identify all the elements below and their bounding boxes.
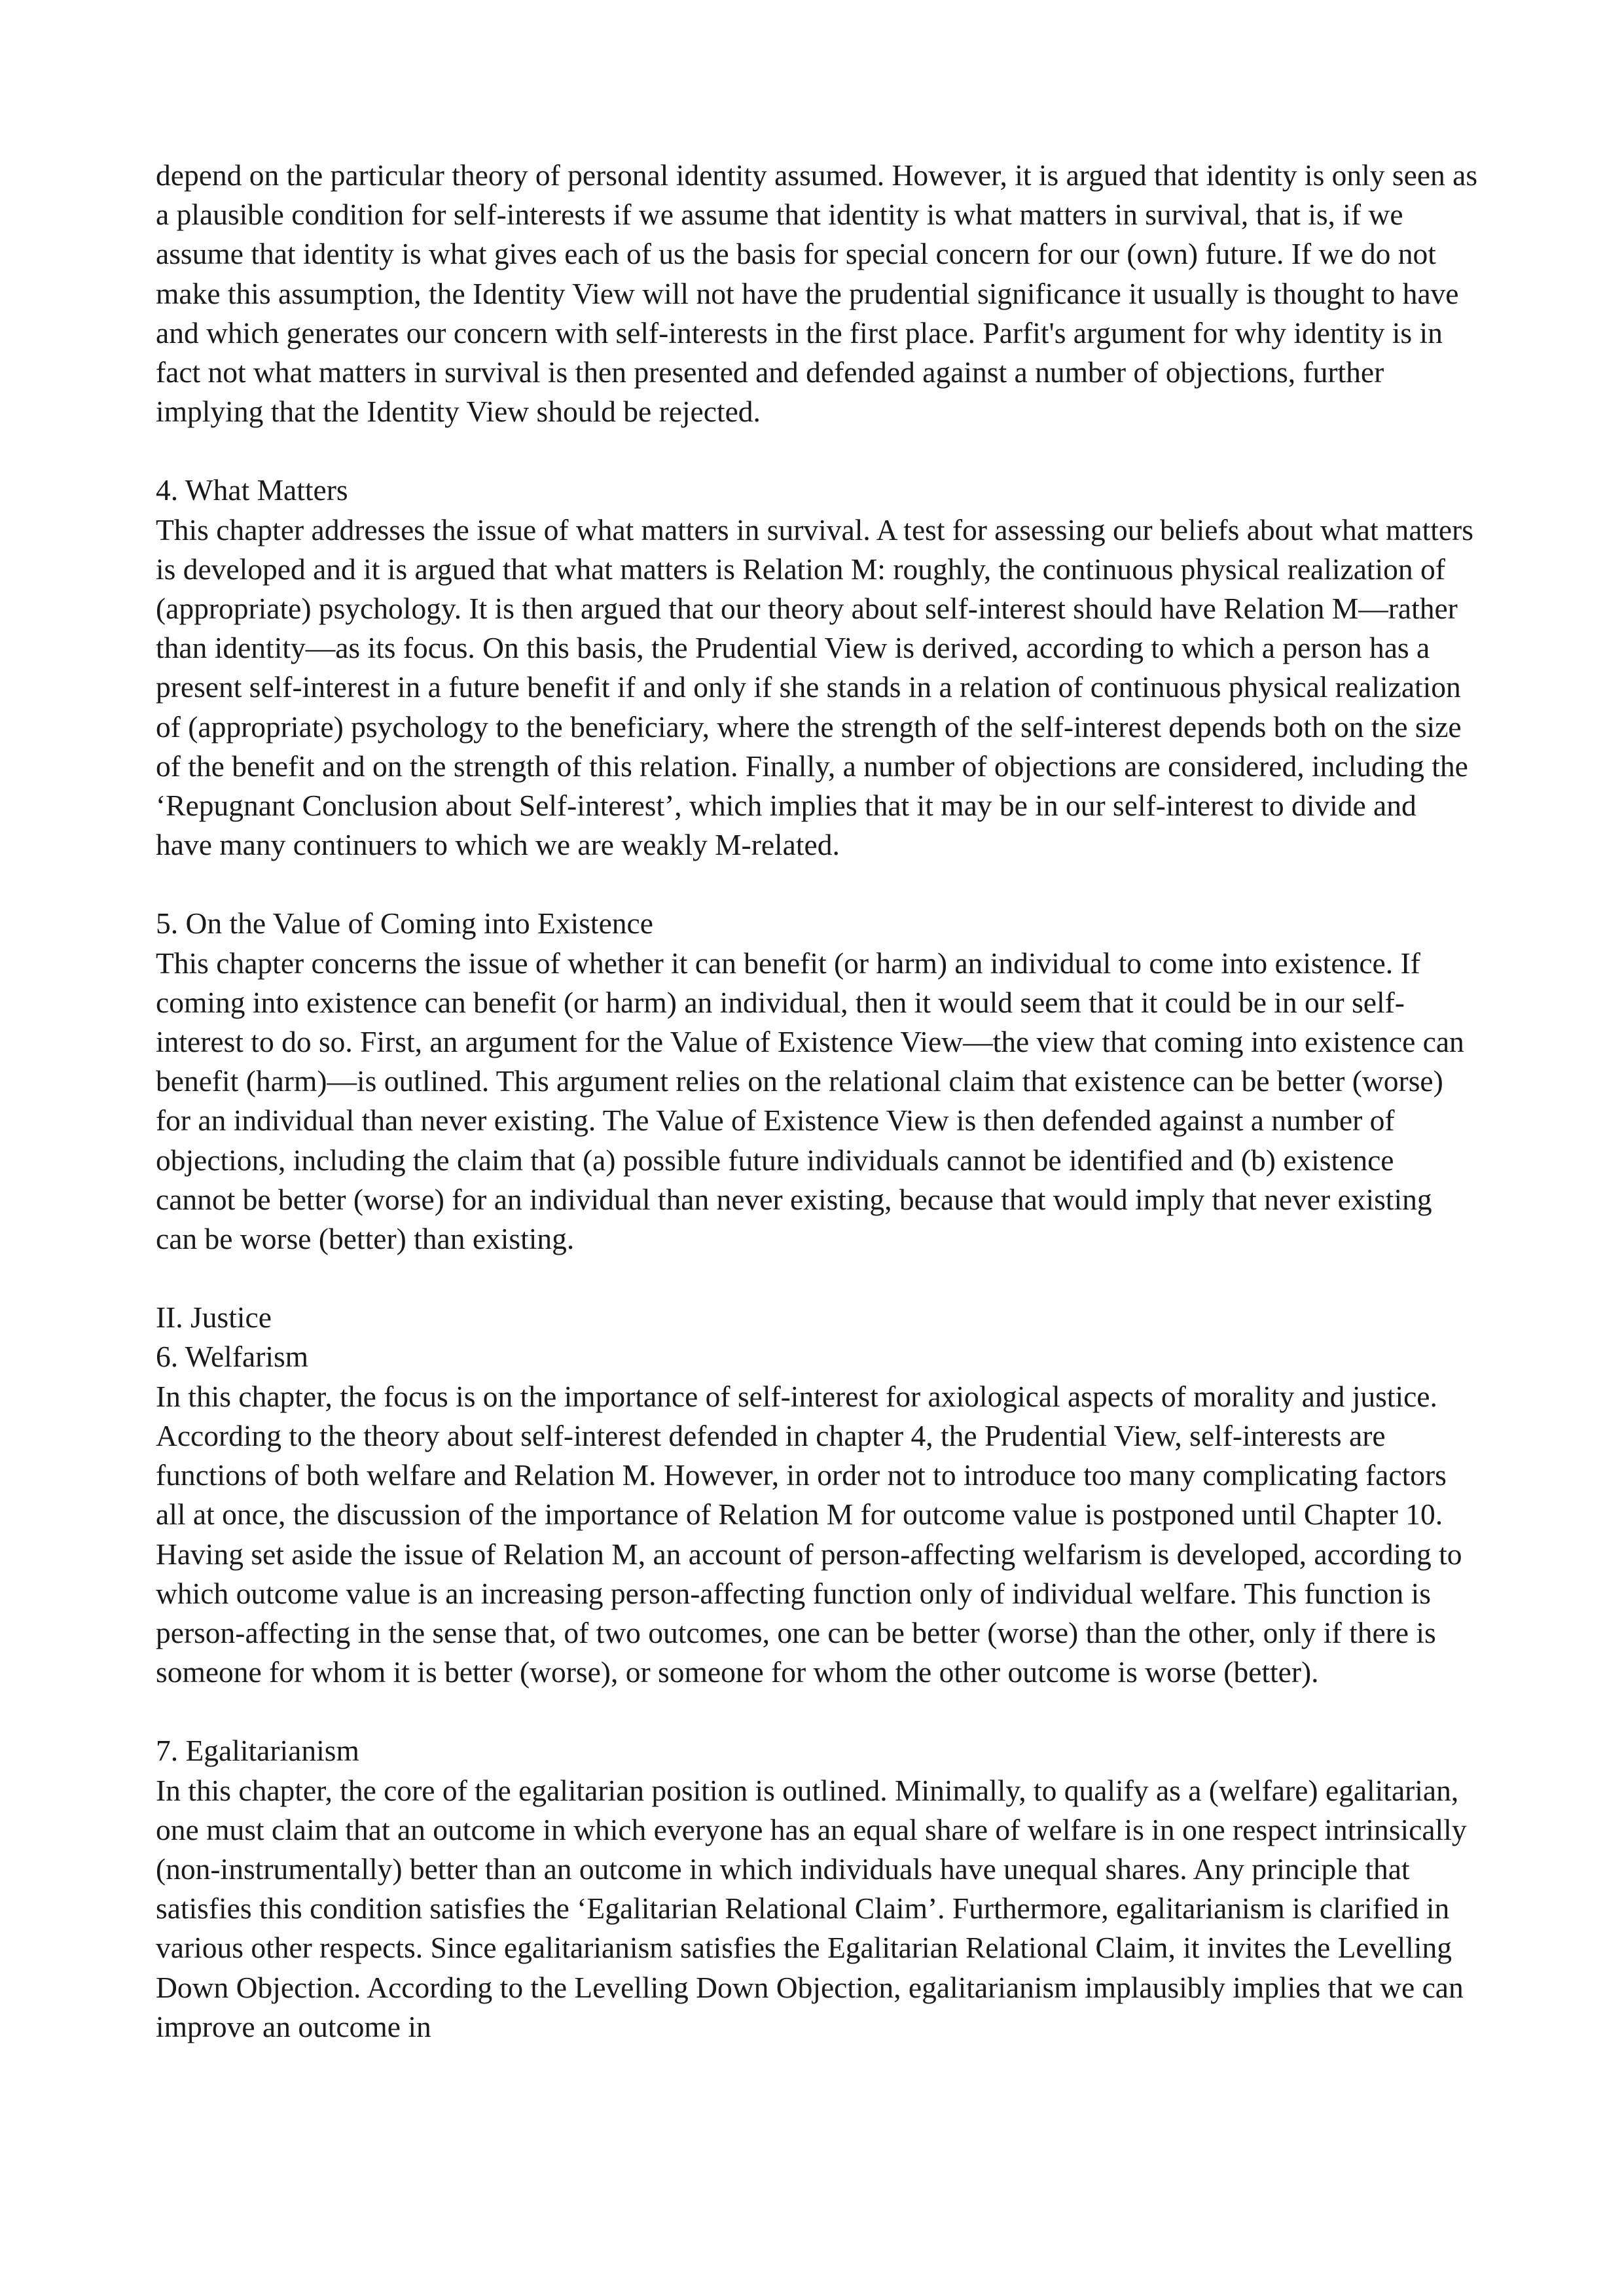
section-what-matters — [156, 471, 1478, 865]
section-egalitarianism — [156, 1731, 1478, 2047]
section-value-of-coming-into-existence — [156, 904, 1478, 1259]
section-paragraph: In this chapter, the core of the egalitarian position is outlined. Minimally, to qualify as a (welfare) egalitarian, one must claim that an outcome in which everyone has an equal share of welfare is in one respect intrinsically (non-instrumentally) better than an outcome in which individuals have unequal shares. Any principle that satisfies this condition satisfies the ‘Egalitarian Relational Claim’. Furthermore, egalitarianism is clarified in various other respects. Since egalitarianism satisfies the Egalitarian Relational Claim, it invites the Levelling Down Objection. According to the Levelling Down Objection, egalitarianism implausibly implies that we can improve an outcome in — [156, 1773, 1467, 2043]
section-heading: 6. Welfarism — [156, 1340, 309, 1374]
intro-section — [156, 156, 1478, 431]
section-paragraph: This chapter addresses the issue of what matters in survival. A test for assessing our beliefs about what matters is developed and it is argued that what matters is Relation M: roughly, the continuous physical realization of (appropriate) psychology. It is then argued that our theory about self-interest should have Relation M—rather than identity—as its focus. On this basis, the Prudential View is derived, according to which a person has a present self-interest in a future benefit if and only if she stands in a relation of continuous physical realization of (appropriate) psychology to the beneficiary, where the strength of the self-interest depends both on the size of the benefit and on the strength of this relation. Finally, a number of objections are considered, including the ‘Repugnant Conclusion about Self-interest’, which implies that it may be in our self-interest to divide and have many continuers to which we are weakly M-related. — [156, 512, 1473, 862]
section-paragraph: This chapter concerns the issue of whether it can benefit (or harm) an individual to come into existence. If coming into existence can benefit (or harm) an individual, then it would seem that it could be in our self-interest to do so. First, an argument for the Value of Existence View—the view that coming into existence can benefit (harm)—is outlined. This argument relies on the relational claim that existence can be better (worse) for an individual than never existing. The Value of Existence View is then defended against a number of objections, including the claim that (a) possible future individuals cannot be identified and (b) existence cannot be better (worse) for an individual than never existing, because that would imply that never existing can be worse (better) than existing. — [156, 946, 1464, 1256]
section-heading: 5. On the Value of Coming into Existence — [156, 906, 653, 941]
section-heading: 4. What Matters — [156, 473, 348, 507]
section-welfarism — [156, 1298, 1478, 1692]
section-paragraph: In this chapter, the focus is on the importance of self-interest for axiological aspects of morality and justice. According to the theory about self-interest defended in chapter 4, the Prudential View, self-interests are functions of both welfare and Relation M. However, in order not to introduce too many complicating factors all at once, the discussion of the importance of Relation M for outcome value is postponed until Chapter 10. Having set aside the issue of Relation M, an account of person-affecting welfarism is developed, according to which outcome value is an increasing person-affecting function only of individual welfare. This function is person-affecting in the sense that, of two outcomes, one can be better (worse) than the other, only if there is someone for whom it is better (worse), or someone for whom the other outcome is worse (better). — [156, 1379, 1462, 1689]
intro-paragraph: depend on the particular theory of personal identity assumed. However, it is argued that identity is only seen as a plausible condition for self-interests if we assume that identity is what matters in survival, that is, if we assume that identity is what gives each of us the basis for special concern for our (own) future. If we do not make this assumption, the Identity View will not have the prudential significance it usually is thought to have and which generates our concern with self-interests in the first place. Parfit's argument for why identity is in fact not what matters in survival is then presented and defended against a number of objections, further implying that the Identity View should be rejected. — [156, 158, 1478, 429]
document-page — [156, 156, 1478, 2086]
section-heading: 7. Egalitarianism — [156, 1734, 359, 1768]
part-heading: II. Justice — [156, 1300, 272, 1335]
